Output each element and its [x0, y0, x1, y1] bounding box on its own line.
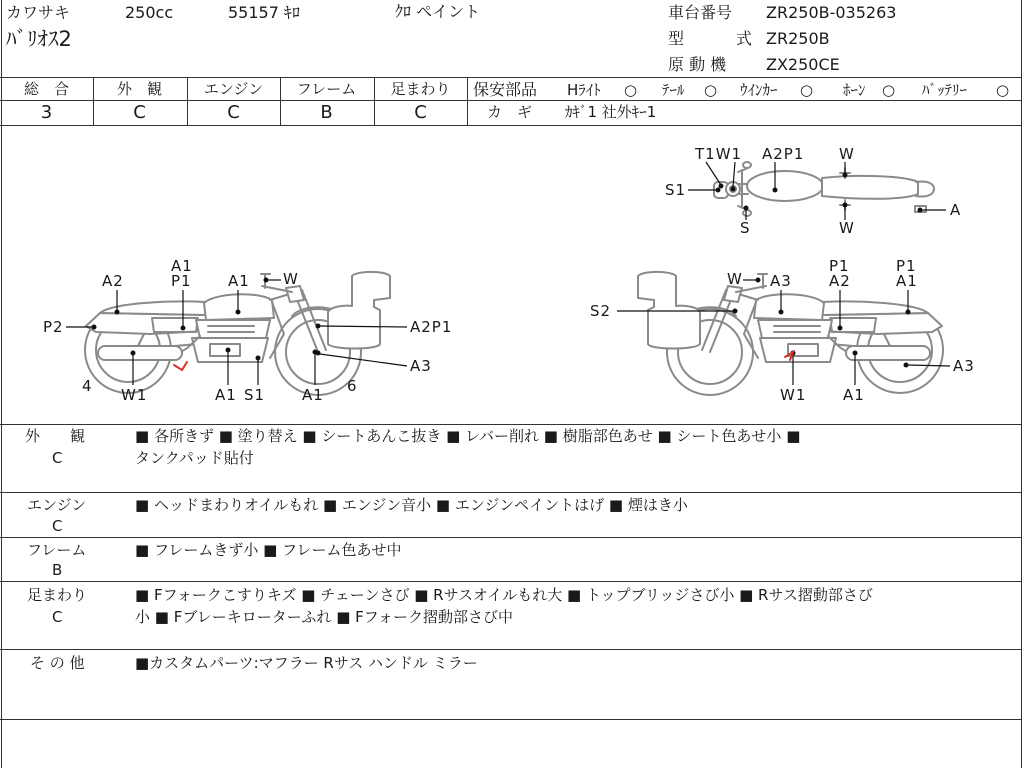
marker-dot	[773, 188, 778, 193]
engine-code: ZX250CE	[766, 55, 840, 74]
grade-header-exterior: 外 観	[116, 80, 162, 98]
remark-label-other: そ の 他	[30, 654, 85, 672]
rule-diagram-bottom	[0, 424, 1022, 425]
model-code: ZR250B	[766, 29, 830, 48]
grade-header-engine: エンジン	[203, 80, 264, 98]
safety-mark-battery: ○	[996, 81, 1010, 99]
model-name: ﾊﾞﾘｵｽ2	[6, 27, 72, 51]
leader-line	[320, 354, 407, 366]
diagram-label: A	[950, 201, 962, 219]
diagram-label: A1	[302, 386, 324, 404]
grade-divider	[467, 77, 468, 125]
marker-dot	[731, 187, 736, 192]
diagram-label: A3	[953, 357, 975, 375]
marker-dot	[316, 324, 321, 329]
safety-mark-winker: ○	[800, 81, 814, 99]
marker-dot	[779, 310, 784, 315]
maker: カワサキ	[6, 3, 71, 22]
remark-label-frame: フレーム	[27, 541, 87, 559]
marker-dot	[226, 348, 231, 353]
mileage: 55157 ｷﾛ	[228, 3, 300, 22]
safety-item-headlight: Hﾗｲﾄ	[567, 81, 601, 99]
diagram-label: A1	[171, 257, 193, 275]
diagram-label: A1	[843, 386, 865, 404]
leader-line	[706, 162, 721, 185]
diagram-label: W	[283, 270, 299, 288]
diagram-label: A1	[215, 386, 237, 404]
diagram-label: A3	[410, 357, 432, 375]
safety-mark-horn: ○	[882, 81, 896, 99]
mirror-top-left	[743, 162, 751, 168]
grade-header-overall: 総 合	[23, 80, 69, 98]
frame-number: ZR250B-035263	[766, 3, 897, 22]
diagram-label: S2	[590, 302, 612, 320]
diagram-label: P1	[171, 272, 192, 290]
remark-text-exterior: ■ 各所きず ■ 塗り替え ■ シートあんこ抜き ■ レバー削れ ■ 樹脂部色あせ ■ シート色あせ小 ■	[135, 427, 801, 445]
seat-top	[822, 176, 918, 199]
remark-grade-frame: B	[52, 561, 63, 579]
safety-item-taillight: ﾃｰﾙ	[662, 81, 685, 99]
damage-diagram	[0, 125, 1022, 424]
diagram-label: A3	[770, 272, 792, 290]
diagram-label: 6	[347, 377, 358, 395]
diagram-label: T1W1	[695, 145, 743, 163]
remark-grade-exterior: C	[52, 449, 63, 467]
safety-mark-taillight: ○	[704, 81, 718, 99]
safety-mark-headlight: ○	[624, 81, 638, 99]
marker-dot	[838, 326, 843, 331]
marker-dot	[843, 203, 848, 208]
marker-dot	[719, 184, 724, 189]
diagram-label: S1	[665, 181, 687, 199]
displacement: 250cc	[125, 3, 174, 22]
fuel-tank-top	[747, 171, 823, 201]
diagram-label: A2P1	[762, 145, 805, 163]
marker-dot	[733, 309, 738, 314]
grade-header-suspension: 足まわり	[390, 80, 451, 98]
marker-dot	[131, 351, 136, 356]
marker-dot	[716, 188, 721, 193]
remark-text-suspension: 小 ■ Fブレーキローターふれ ■ Fフォーク摺動部さび中	[135, 608, 514, 626]
marker-dot	[115, 310, 120, 315]
diagram-label: W	[839, 145, 855, 163]
marker-dot	[744, 206, 749, 211]
rule-remark-5	[0, 719, 1022, 720]
keys-value: ｶｷﾞ1 社外ｷｰ1	[565, 103, 657, 121]
diagram-label: S1	[244, 386, 266, 404]
remark-grade-suspension: C	[52, 608, 63, 626]
marker-dot	[181, 326, 186, 331]
diagram-label: W1	[780, 386, 807, 404]
rule-remark-2	[0, 537, 1022, 538]
safety-parts-label: 保安部品	[473, 80, 538, 99]
frame-number-label: 車台番号	[668, 3, 733, 22]
safety-item-horn: ﾎｰﾝ	[843, 81, 866, 99]
diagram-label: W	[839, 219, 855, 237]
diagram-label: A2P1	[410, 318, 453, 336]
diagram-label: P1	[829, 257, 850, 275]
diagram-label: A1	[228, 272, 250, 290]
remark-label-exterior: 外 観	[25, 427, 86, 445]
grade-value-overall: 3	[40, 102, 53, 123]
leader-line	[908, 365, 950, 366]
diagram-label: 4	[82, 377, 93, 395]
marker-dot	[918, 208, 923, 213]
remark-text-engine: ■ ヘッドまわりオイルもれ ■ エンジン音小 ■ エンジンペイントはげ ■ 煙はき小	[135, 496, 688, 514]
grade-value-suspension: C	[414, 102, 427, 123]
model-code-label-1: 型	[668, 29, 685, 48]
marker-dot	[236, 310, 241, 315]
remark-label-engine: エンジン	[27, 496, 87, 514]
grade-value-exterior: C	[133, 102, 146, 123]
grade-value-frame: B	[320, 102, 333, 123]
remark-text-other: ■カスタムパーツ:マフラー Rサス ハンドル ミラー	[135, 654, 478, 672]
engine-label: 原 動 機	[668, 55, 727, 74]
remark-text-exterior: タンクパッド貼付	[135, 449, 254, 467]
model-code-label-2: 式	[736, 29, 753, 48]
remark-text-suspension: ■ Fフォークこすりキズ ■ チェーンさび ■ Rサスオイルもれ大 ■ トップブリッジさび小 ■ Rサス摺動部さび	[135, 586, 873, 604]
diagram-label: P1	[896, 257, 917, 275]
marker-dot	[906, 310, 911, 315]
marker-dot	[904, 363, 909, 368]
marker-dot	[256, 356, 261, 361]
red-annotation-mark	[174, 362, 187, 370]
diagram-label: S	[740, 219, 751, 237]
color: ｸﾛ ペイント	[395, 2, 481, 21]
diagram-label: W	[727, 270, 743, 288]
rule-header-mid	[0, 100, 1022, 101]
grade-value-engine: C	[227, 102, 240, 123]
marker-dot	[756, 278, 761, 283]
safety-item-battery: ﾊﾞｯﾃﾘｰ	[922, 81, 968, 99]
mirror-top-right	[743, 210, 751, 216]
remark-label-suspension: 足まわり	[27, 586, 88, 604]
rule-remark-4	[0, 649, 1022, 650]
marker-dot	[92, 325, 97, 330]
motorcycle-right-side-view	[638, 272, 943, 395]
marker-dot	[264, 278, 269, 283]
diagram-label: P2	[43, 318, 64, 336]
rule-remark-1	[0, 492, 1022, 493]
marker-dot	[843, 173, 848, 178]
diagram-label: W1	[121, 386, 148, 404]
rule-header-top	[0, 77, 1022, 78]
keys-label: カ ギ	[487, 103, 533, 121]
diagram-label: A2	[829, 272, 851, 290]
grade-header-frame: フレーム	[296, 80, 357, 98]
remark-grade-engine: C	[52, 517, 63, 535]
marker-dot	[313, 350, 318, 355]
marker-dot	[853, 351, 858, 356]
diagram-label: A2	[102, 272, 124, 290]
rule-remark-3	[0, 581, 1022, 582]
diagram-label: A1	[896, 272, 918, 290]
remark-text-frame: ■ フレームきず小 ■ フレーム色あせ中	[135, 541, 402, 559]
safety-item-winker: ｳｲﾝｶｰ	[740, 81, 778, 99]
